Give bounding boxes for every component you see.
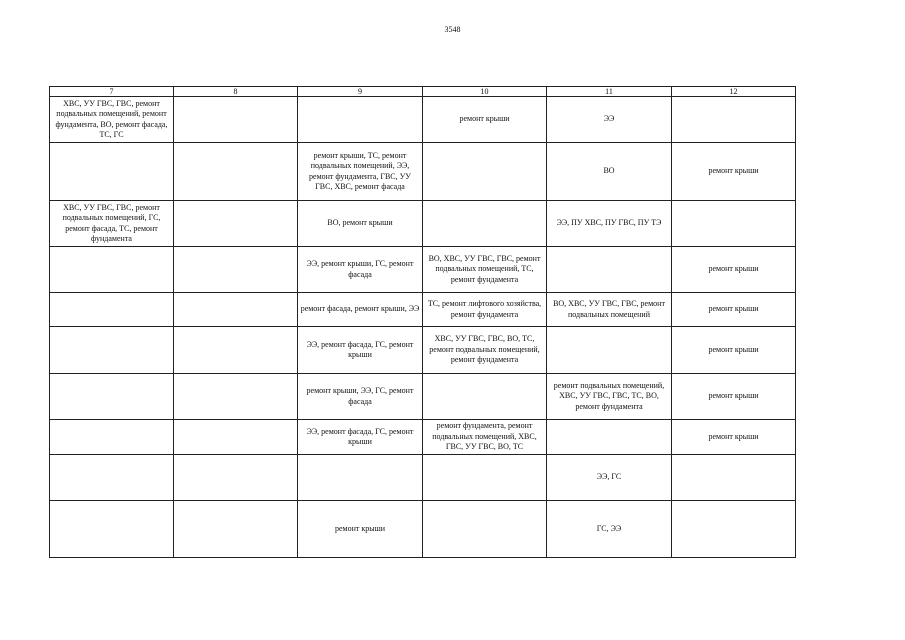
page-number: 3548 — [444, 25, 461, 34]
column-header: 7 — [50, 87, 174, 97]
table-cell — [547, 247, 672, 293]
table-cell: ХВС, УУ ГВС, ГВС, ВО, ТС, ремонт подвальных помещений, ремонт фундамента — [423, 327, 547, 374]
table-cell: ЭЭ — [547, 97, 672, 143]
table-cell: ВО, ХВС, УУ ГВС, ГВС, ремонт подвальных помещений, ТС, ремонт фундамента — [423, 247, 547, 293]
column-header: 9 — [298, 87, 423, 97]
table-cell: ЭЭ, ГС — [547, 455, 672, 501]
table-cell: ВО, ремонт крыши — [298, 201, 423, 247]
table-cell — [672, 201, 796, 247]
table-cell — [50, 143, 174, 201]
table-cell: ремонт крыши — [672, 293, 796, 327]
table-cell — [672, 501, 796, 558]
table-cell: ремонт крыши, ЭЭ, ГС, ремонт фасада — [298, 374, 423, 420]
table-cell — [174, 201, 298, 247]
table-cell — [50, 374, 174, 420]
table-row — [50, 501, 796, 558]
table-cell: ХВС, УУ ГВС, ГВС, ремонт подвальных помещений, ГС, ремонт фасада, ТС, ремонт фундамента — [50, 201, 174, 247]
table-row — [50, 201, 796, 247]
header-row — [50, 87, 796, 97]
table-cell — [672, 97, 796, 143]
table-cell: ЭЭ, ремонт крыши, ГС, ремонт фасада — [298, 247, 423, 293]
table-row — [50, 420, 796, 455]
table-cell — [174, 247, 298, 293]
column-header: 8 — [174, 87, 298, 97]
column-header: 11 — [547, 87, 672, 97]
table-cell — [50, 455, 174, 501]
table-cell: ремонт крыши — [423, 97, 547, 143]
table-cell — [50, 327, 174, 374]
table-cell — [423, 501, 547, 558]
table-cell: ТС, ремонт лифтового хозяйства, ремонт фундамента — [423, 293, 547, 327]
table-cell — [50, 420, 174, 455]
table-row — [50, 374, 796, 420]
data-table — [49, 86, 796, 558]
table-cell: ремонт крыши — [672, 420, 796, 455]
table-cell — [423, 143, 547, 201]
table-cell: ХВС, УУ ГВС, ГВС, ремонт подвальных помещений, ремонт фундамента, ВО, ремонт фасада, ТС, ГС — [50, 97, 174, 143]
table-cell — [174, 143, 298, 201]
table-cell: ЭЭ, ПУ ХВС, ПУ ГВС, ПУ ТЭ — [547, 201, 672, 247]
table-cell: ВО, ХВС, УУ ГВС, ГВС, ремонт подвальных помещений — [547, 293, 672, 327]
table-cell — [547, 327, 672, 374]
table-cell — [298, 97, 423, 143]
table-cell: ЭЭ, ремонт фасада, ГС, ремонт крыши — [298, 327, 423, 374]
table-cell: ремонт подвальных помещений, ХВС, УУ ГВС, ГВС, ТС, ВО, ремонт фундамента — [547, 374, 672, 420]
table-cell: ВО — [547, 143, 672, 201]
column-header: 10 — [423, 87, 547, 97]
table-cell: ремонт крыши — [672, 374, 796, 420]
table-cell — [547, 420, 672, 455]
table-cell — [298, 455, 423, 501]
table-cell: ЭЭ, ремонт фасада, ГС, ремонт крыши — [298, 420, 423, 455]
table-cell — [423, 201, 547, 247]
table-cell: ремонт крыши — [672, 327, 796, 374]
table-row — [50, 97, 796, 143]
table-cell: ремонт фасада, ремонт крыши, ЭЭ — [298, 293, 423, 327]
table-row — [50, 143, 796, 201]
table-cell — [672, 455, 796, 501]
table-cell — [174, 293, 298, 327]
table-cell: ремонт фундамента, ремонт подвальных помещений, ХВС, ГВС, УУ ГВС, ВО, ТС — [423, 420, 547, 455]
table-cell — [174, 455, 298, 501]
table-row — [50, 247, 796, 293]
column-header: 12 — [672, 87, 796, 97]
table-cell — [174, 97, 298, 143]
table-cell: ремонт крыши — [672, 143, 796, 201]
table-cell: ремонт крыши, ТС, ремонт подвальных помещений, ЭЭ, ремонт фундамента, ГВС, УУ ГВС, ХВС, ремонт фасада — [298, 143, 423, 201]
table-cell — [50, 293, 174, 327]
table-cell — [423, 455, 547, 501]
table-cell: ремонт крыши — [672, 247, 796, 293]
table-cell: ремонт крыши — [298, 501, 423, 558]
table-cell — [50, 247, 174, 293]
table-cell — [50, 501, 174, 558]
table-cell — [174, 420, 298, 455]
table-cell: ГС, ЭЭ — [547, 501, 672, 558]
table-cell — [174, 374, 298, 420]
table-row — [50, 455, 796, 501]
table-row — [50, 293, 796, 327]
table-cell — [174, 327, 298, 374]
table-cell — [423, 374, 547, 420]
table-row — [50, 327, 796, 374]
table-cell — [174, 501, 298, 558]
